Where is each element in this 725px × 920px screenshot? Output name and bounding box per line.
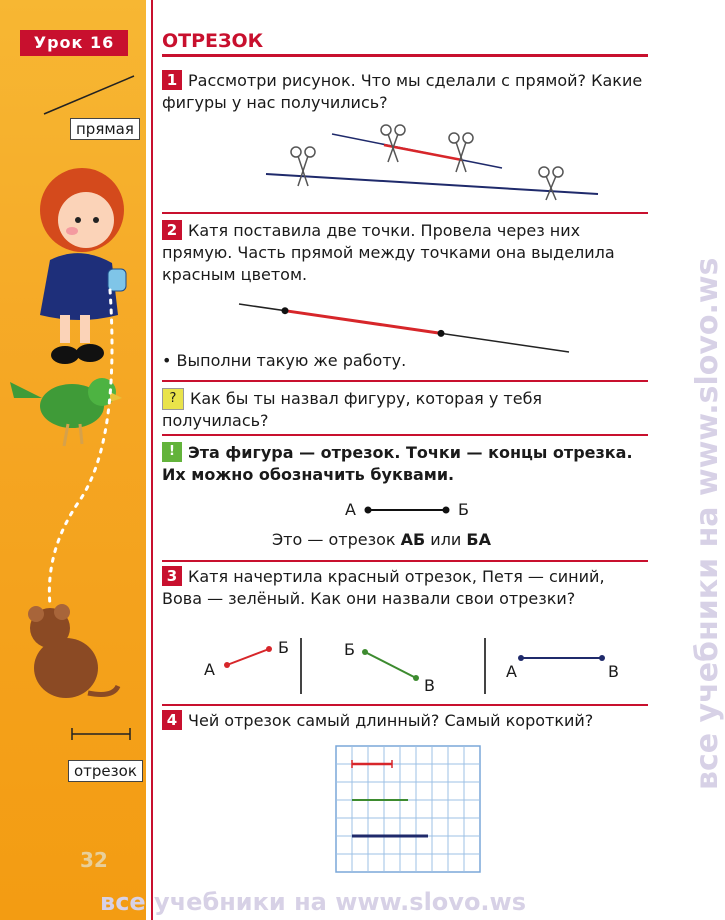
divider-2	[162, 380, 648, 382]
caption-prefix: Это — отрезок	[272, 530, 396, 549]
question-icon: ?	[162, 388, 184, 410]
task-4-text: Чей отрезок самый длинный? Самый короткий?	[188, 711, 594, 730]
segment-ab-label-a: А	[345, 500, 356, 519]
blue-segment-start-label: А	[506, 662, 517, 681]
footer-watermark: все учебники на www.slovo.ws	[100, 888, 526, 916]
green-segment-figure	[360, 648, 422, 682]
label-segment: отрезок	[68, 760, 143, 782]
task-2-text: Катя поставила две точки. Провела через них прямую. Часть прямой между точками она выделила красным цветом.	[162, 221, 615, 284]
divider-1	[162, 212, 648, 214]
info-text: Эта фигура — отрезок. Точки — концы отрезка. Их можно обозначить буквами.	[162, 443, 633, 484]
task-number-3: 3	[162, 566, 182, 586]
vertical-divider-1	[300, 638, 302, 694]
green-segment-start-label: Б	[344, 640, 355, 659]
caption-ba: БА	[466, 530, 491, 549]
task-1	[162, 70, 648, 114]
task-2	[162, 220, 648, 286]
title-rule	[162, 54, 648, 57]
two-points-line-figure	[235, 298, 575, 358]
caption-or: или	[430, 530, 462, 549]
info-block	[162, 442, 648, 486]
task-2-exercise: • Выполни такую же работу.	[162, 351, 407, 370]
caption-ab: АБ	[400, 530, 426, 549]
page-title: ОТРЕЗОК	[162, 30, 264, 52]
question-text: Как бы ты назвал фигуру, которая у тебя получилась?	[162, 389, 543, 430]
blue-segment-figure	[516, 652, 608, 664]
dotted-trail	[40, 290, 130, 610]
question-block	[162, 388, 648, 432]
label-line: прямая	[70, 118, 140, 140]
blue-segment-end-label: В	[608, 662, 619, 681]
lesson-tag: Урок 16	[20, 30, 128, 56]
vertical-divider-2	[484, 638, 486, 694]
task-number-1: 1	[162, 70, 182, 90]
task-number-4: 4	[162, 710, 182, 730]
segment-caption	[272, 530, 491, 549]
task-3	[162, 566, 648, 610]
sidebar-segment-illustration	[70, 720, 132, 750]
sidebar-edge-line	[151, 0, 153, 920]
task-4	[162, 710, 648, 732]
sidebar-line-illustration	[40, 70, 140, 120]
red-segment-figure	[222, 645, 274, 669]
scissors-figure	[262, 120, 602, 200]
sidebar-edge	[146, 0, 150, 920]
red-segment-start-label: А	[204, 660, 215, 679]
divider-3	[162, 434, 648, 436]
mouse-illustration	[18, 598, 123, 708]
info-icon: !	[162, 442, 182, 462]
task-1-text: Рассмотри рисунок. Что мы сделали с прямой? Какие фигуры у нас получились?	[162, 71, 643, 112]
watermark-vertical	[650, 150, 725, 800]
green-segment-end-label: В	[424, 676, 435, 695]
task-3-text: Катя начертила красный отрезок, Петя — синий, Вова — зелёный. Как они назвали свои отрезки?	[162, 567, 605, 608]
segment-ab-figure	[362, 502, 452, 518]
red-segment-end-label: Б	[278, 638, 289, 657]
divider-4	[162, 560, 648, 562]
divider-5	[162, 704, 648, 706]
page-number: 32	[80, 848, 108, 872]
grid-segments-figure	[336, 746, 482, 874]
watermark-text: все учебники на www.slovo.ws	[690, 257, 725, 790]
segment-ab-label-b: Б	[458, 500, 469, 519]
task-number-2: 2	[162, 220, 182, 240]
